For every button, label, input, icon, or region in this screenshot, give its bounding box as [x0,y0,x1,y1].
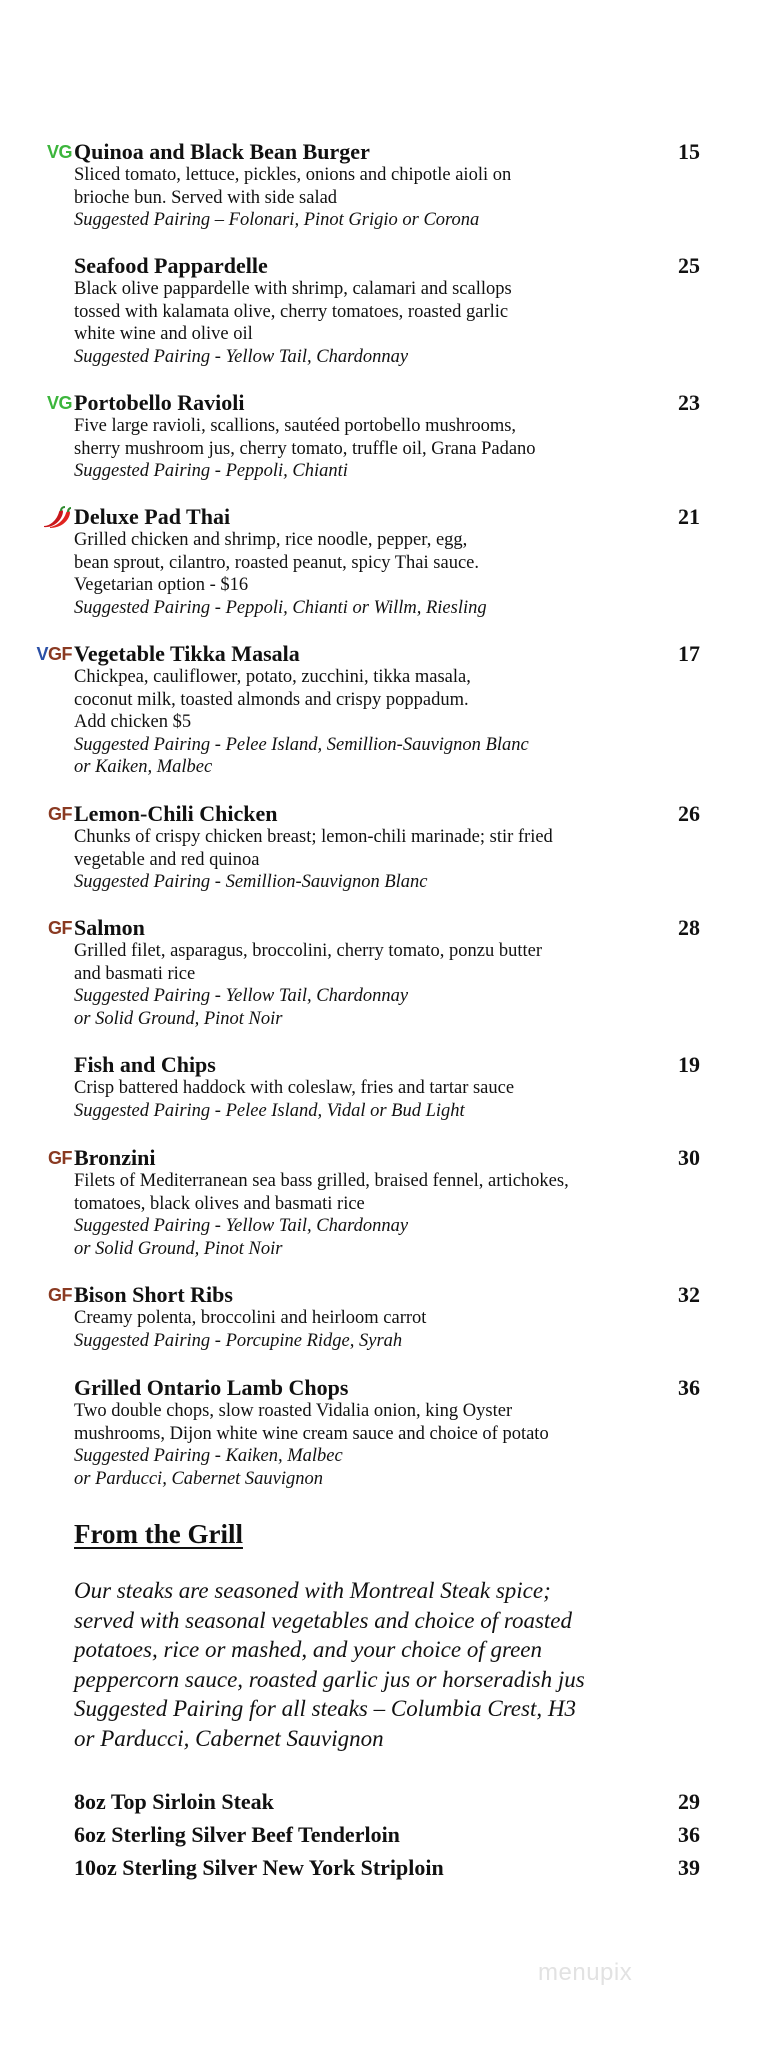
item-description-line: Add chicken $5 [74,712,192,732]
item-pairing [74,1330,426,1353]
item-details [74,415,536,483]
item-description-line: Crisp battered haddock with coleslaw, fries and tartar sauce [74,1078,515,1098]
item-description-line: Grilled chicken and shrimp, rice noodle, pepper, egg, [74,530,468,550]
item-details [74,1077,514,1122]
item-description-line: Grilled filet, asparagus, broccolini, cherry tomato, ponzu butter [74,941,543,961]
item-price: 15 [678,139,700,164]
item-description-line: Vegetarian option - $16 [74,575,249,595]
grill-intro [74,1576,585,1753]
item-pairing [74,209,511,232]
steak-name: 10oz Sterling Silver New York Striploin [74,1855,444,1880]
item-price: 32 [678,1282,700,1307]
item-price: 26 [678,801,700,826]
chili-pepper-icon-graphic [40,506,72,530]
dietary-badges [30,392,72,414]
dietary-badges [20,643,72,665]
item-description-line: Two double chops, slow roasted Vidalia onion, king Oyster [74,1401,513,1421]
item-name: Deluxe Pad Thai [74,504,231,529]
item-pairing-line: or Kaiken, Malbec [74,757,213,777]
item-description-line: bean sprout, cilantro, roasted peanut, spicy Thai sauce. [74,552,479,573]
grill-intro-line: or Parducci, Cabernet Sauvignon [74,1725,384,1751]
steak-item [0,1788,768,1818]
gluten-free-badge: GF [48,804,72,824]
item-pairing-line: Suggested Pairing - Yellow Tail, Chardonnay [74,986,409,1006]
steak-name: 6oz Sterling Silver Beef Tenderloin [74,1822,400,1847]
gluten-free-badge: GF [48,918,72,938]
dietary-badges [30,141,72,163]
item-name: Portobello Ravioli [74,390,245,415]
item-description-line: sherry mushroom jus, cherry tomato, truffle oil, Grana Padano [74,438,536,459]
item-details [74,826,553,894]
watermark: menupix [538,1959,633,1986]
item-price: 30 [678,1145,700,1170]
steak-price: 39 [678,1855,700,1880]
dietary-badges [30,803,72,825]
item-price: 19 [678,1052,700,1077]
section-title-grill: From the Grill [74,1519,243,1549]
grill-intro-line: peppercorn sauce, roasted garlic jus or horseradish jus [74,1666,585,1692]
item-pairing-line: Suggested Pairing - Yellow Tail, Chardonnay [74,1216,409,1236]
item-price: 21 [678,504,700,529]
item-pairing [74,985,542,1030]
grill-intro-line: served with seasonal vegetables and choice of roasted [74,1607,573,1633]
item-pairing [74,1100,514,1123]
item-name: Salmon [74,915,145,940]
item-name: Grilled Ontario Lamb Chops [74,1375,349,1400]
item-pairing [74,597,487,620]
item-pairing [74,460,536,483]
item-description-line: mushrooms, Dijon white wine cream sauce and choice of potato [74,1423,549,1444]
item-description-line: Chickpea, cauliflower, potato, zucchini, tikka masala, [74,667,471,687]
vegan-badge: VG [46,393,72,413]
item-pairing-line: Suggested Pairing - Porcupine Ridge, Syrah [74,1330,403,1351]
item-details [74,1307,426,1352]
item-pairing [74,346,512,369]
item-pairing-line: Suggested Pairing - Pelee Island, Vidal or Bud Light [74,1100,465,1121]
item-details [74,940,542,1030]
item-name: Bison Short Ribs [74,1282,233,1307]
steak-item [0,1821,768,1851]
item-details [74,164,511,232]
item-description-line: Black olive pappardelle with shrimp, calamari and scallops [74,279,512,299]
item-details [74,1170,569,1260]
grill-intro-line: potatoes, rice or mashed, and your choice of green [74,1637,542,1662]
dietary-badges [30,506,72,535]
gluten-free-badge: GF [48,1148,72,1168]
item-description-line: tomatoes, black olives and basmati rice [74,1193,365,1214]
dietary-badges [30,917,72,939]
item-description-line: brioche bun. Served with side salad [74,187,338,208]
steak-item [0,1854,768,1884]
item-pairing [74,1215,569,1260]
gluten-free-badge: GF [48,644,72,664]
item-pairing-line: Suggested Pairing - Peppoli, Chianti or Willm, Riesling [74,597,487,618]
item-pairing-line: Suggested Pairing - Yellow Tail, Chardonnay [74,346,409,367]
item-details [74,1400,549,1490]
item-pairing [74,734,529,779]
item-pairing-line: Suggested Pairing – Folonari, Pinot Grigio or Corona [74,210,480,230]
item-price: 36 [678,1375,700,1400]
steak-name: 8oz Top Sirloin Steak [74,1789,274,1814]
item-name: Bronzini [74,1145,156,1170]
dietary-badges [30,1147,72,1169]
item-price: 28 [678,915,700,940]
item-pairing-line: Suggested Pairing - Pelee Island, Semillion-Sauvignon Blanc [74,734,529,755]
item-description-line: vegetable and red quinoa [74,849,260,870]
steak-price: 29 [678,1789,700,1814]
item-details [74,278,512,368]
item-name: Quinoa and Black Bean Burger [74,139,370,164]
item-description-line: Filets of Mediterranean sea bass grilled, braised fennel, artichokes, [74,1171,569,1191]
item-pairing-line: Suggested Pairing - Peppoli, Chianti [74,461,348,481]
item-description-line: Chunks of crispy chicken breast; lemon-chili marinade; stir fried [74,827,553,847]
item-description-line: Sliced tomato, lettuce, pickles, onions and chipotle aioli on [74,165,512,185]
item-description-line: coconut milk, toasted almonds and crispy poppadum. [74,689,469,710]
item-description-line: tossed with kalamata olive, cherry tomatoes, roasted garlic [74,301,509,322]
item-name: Fish and Chips [74,1052,216,1077]
item-pairing [74,871,553,894]
item-details [74,666,529,779]
item-name: Vegetable Tikka Masala [74,641,300,666]
grill-intro-line: Our steaks are seasoned with Montreal Steak spice; [74,1578,551,1603]
item-description-line: white wine and olive oil [74,324,253,344]
item-details [74,529,487,619]
item-pairing-line: Suggested Pairing - Semillion-Sauvignon Blanc [74,872,428,892]
item-price: 25 [678,253,700,278]
item-price: 23 [678,390,700,415]
item-pairing-line: or Parducci, Cabernet Sauvignon [74,1468,324,1489]
item-name: Seafood Pappardelle [74,253,268,278]
chili-pepper-icon [40,506,72,535]
item-pairing [74,1445,549,1490]
item-pairing-line: or Solid Ground, Pinot Noir [74,1008,283,1029]
vegetarian-badge: V [36,644,48,664]
grill-intro-line: Suggested Pairing for all steaks – Columbia Crest, H3 [74,1696,576,1721]
item-price: 17 [678,641,700,666]
item-description-line: Five large ravioli, scallions, sautéed portobello mushrooms, [74,416,517,436]
item-description-line: and basmati rice [74,963,196,984]
dietary-badges [30,1284,72,1306]
item-pairing-line: Suggested Pairing - Kaiken, Malbec [74,1446,343,1466]
vegan-badge: VG [46,142,72,162]
steak-price: 36 [678,1822,700,1847]
item-pairing-line: or Solid Ground, Pinot Noir [74,1238,283,1259]
item-name: Lemon-Chili Chicken [74,801,278,826]
item-description-line: Creamy polenta, broccolini and heirloom carrot [74,1308,427,1328]
gluten-free-badge: GF [48,1285,72,1305]
